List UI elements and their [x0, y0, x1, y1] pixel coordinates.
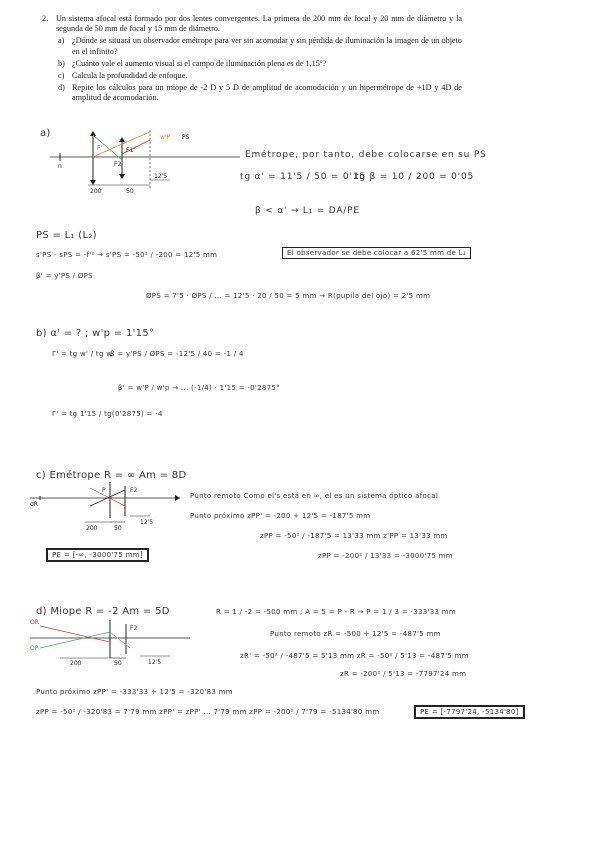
- svg-text:F': F': [97, 145, 103, 152]
- svg-text:200: 200: [70, 660, 82, 667]
- d-eq2: zR' = -50² / -487'5 = 5'13 mm zR = -50² / 5'13 = -487'5 mm: [240, 652, 469, 660]
- section-d-head: d) Miope R = -2 Am = 5D: [36, 606, 170, 617]
- svg-text:w'P: w'P: [160, 134, 171, 141]
- problem-items: [42, 36, 462, 103]
- diagram-d: [30, 618, 190, 666]
- svg-text:n: n: [58, 163, 62, 170]
- svg-text:50: 50: [126, 188, 134, 195]
- svg-text:F2: F2: [130, 625, 138, 632]
- c-eq2: zPP = -200² / 13'33 = -3000'75 mm: [318, 552, 453, 560]
- svg-text:50: 50: [114, 525, 122, 532]
- problem-number: 2.: [42, 14, 49, 23]
- svg-text:F2: F2: [114, 161, 122, 168]
- a-eq1: s'PS - sPS = -f'² → s'PS = -50² / -200 = 12'5 mm: [36, 251, 218, 259]
- c-punto-proximo: Punto próximo zPP' = -200 + 12'5 = -187'5 mm: [190, 512, 371, 520]
- svg-text:12'5: 12'5: [148, 659, 162, 666]
- svg-text:σR: σR: [30, 501, 38, 508]
- a-ps-head: PS = L₁ (L₂): [36, 230, 97, 241]
- svg-text:P: P: [102, 487, 106, 494]
- d-punto-remoto: Punto remoto zR = -500 + 12'5 = -487'5 mm: [270, 630, 441, 638]
- svg-text:F2: F2: [130, 487, 138, 494]
- svg-text:200: 200: [90, 188, 102, 195]
- a-result-box: El observador se debe colocar a 62'5 mm de L₂: [282, 247, 471, 259]
- svg-text:50: 50: [114, 660, 122, 667]
- svg-text:200: 200: [86, 525, 98, 532]
- svg-text:F1': F1': [126, 147, 135, 154]
- problem-item-a: a) ¿Dónde se situará un observador emétrope para ver sin acomodar y sin pérdida de iluminación la imagen de un objeto en el infinito?: [58, 36, 462, 56]
- problem-statement: [42, 14, 462, 104]
- b-eq3: β' = w'P / w'p → ... (-1/4) · 1'15 = -0'2875°: [118, 384, 280, 392]
- a-inequality: β < α' → L₁ = DA/PE: [255, 206, 360, 216]
- d-eq3: zR = -200² / 5'13 = -7797'24 mm: [340, 670, 467, 678]
- c-punto-remoto: Punto remoto Como el's está en ∞, el es un sistema óptico afocal: [190, 492, 439, 500]
- a-eq2: β' = y'PS / ØPS: [36, 272, 93, 280]
- diagram-c: [30, 482, 180, 532]
- d-punto-proximo: Punto próximo zPP' = -333'33 + 12'5 = -320'83 mm: [36, 688, 233, 696]
- c-result-box: PE = [-∞, -3000'75 mm]: [46, 548, 149, 562]
- b-eq2: β = y'PS / ØPS = -12'5 / 40 = -1 / 4: [110, 350, 244, 358]
- d-eq1: R = 1 / -2 = -500 mm ; A = 5 = P - R → P = 1 / 3 = -333'33 mm: [216, 608, 456, 616]
- svg-text:12'5: 12'5: [140, 519, 154, 526]
- section-c-head: c) Emétrope R = ∞ Am = 8D: [36, 470, 187, 481]
- a-tg-beta: tg β = 10 / 200 = 0'05: [355, 172, 475, 182]
- b-eq4: Γ' = tg 1'15 / tg(0'2875) = -4: [52, 410, 163, 418]
- diagram-a: [50, 130, 240, 195]
- problem-item-b: b) ¿Cuánto vale el aumento visual si el campo de iluminación plena es de 1,15º?: [58, 58, 327, 68]
- section-b-head: b) α' = ? ; w'p = 1'15°: [36, 328, 155, 339]
- problem-item-d: d) Repite los cálculos para un miope de -2 D y 5 D de amplitud de acomodación y un hipermétrope de +1D y 4D de amplitud de acomodación.: [58, 82, 462, 103]
- problem-item-c: c) Calcula la profundidad de enfoque.: [58, 70, 188, 80]
- section-a-label: a): [40, 128, 51, 139]
- a-emetrope-note: Emétrope, por tanto, debe colocarse en su PS: [245, 150, 487, 160]
- svg-text:PS: PS: [182, 134, 190, 141]
- svg-text:12'5: 12'5: [154, 173, 168, 180]
- b-eq1: Γ' = tg w' / tg w: [52, 350, 113, 358]
- svg-text:OR: OR: [30, 619, 39, 626]
- d-result-box: PE = [-7797'24, -5134'80]: [414, 705, 525, 719]
- c-eq1: zPP = -50² / -187'5 = 13'33 mm z'PP = 13'33 mm: [260, 532, 448, 540]
- d-eq4: zPP = -50² / -320'83 = 7'79 mm zPP' = zPP' ... 7'79 mm zPP = -200² / 7'79 = -5134'80 mm: [36, 708, 380, 716]
- a-eq3: ØPS = 7'5 · ØPS / ... = 12'5 · 20 / 50 = 5 mm → R(pupila del ojo) = 2'5 mm: [146, 292, 431, 300]
- svg-text:OP: OP: [30, 645, 39, 652]
- problem-text: Un sistema afocal está formado por dos lentes convergentes. La primera de 200 mm de focal y 20 mm de diámetro y la segunda de 50 mm de focal y 15 mm de diámetro.: [56, 14, 462, 34]
- a-tg-alpha: tg α' = 11'5 / 50 = 0'15: [240, 172, 366, 182]
